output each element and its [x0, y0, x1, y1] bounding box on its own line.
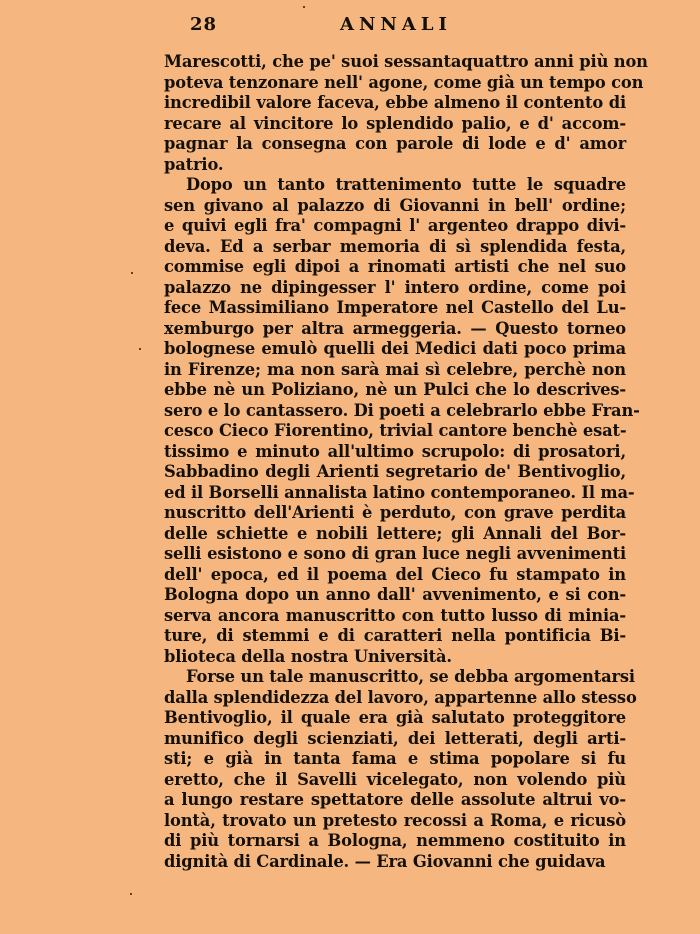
text-line: ed il Borselli annalista latino contemporaneo. Il ma- — [164, 482, 635, 502]
text-line: dell' epoca, ed il poema del Cieco fu stampato in — [164, 564, 626, 584]
paragraph — [164, 175, 640, 667]
text-line: tissimo e minuto all'ultimo scrupolo: di prosatori, — [164, 441, 626, 461]
text-line: patrio. — [164, 154, 224, 174]
text-line: Bologna dopo un anno dall' avvenimento, e si con- — [164, 585, 626, 604]
text-line: a lungo restare spettatore delle assolute altrui vo- — [164, 790, 626, 809]
text-line: in Firenze; ma non sarà mai sì celebre, perchè non — [164, 359, 626, 379]
scan-speck — [139, 348, 141, 350]
text-line: palazzo ne dipingesser l' intero ordine, come poi — [164, 277, 626, 297]
text-line: Dopo un tanto trattenimento tutte le squadre — [186, 175, 626, 194]
text-line: poteva tenzonare nell' agone, come già un tempo con — [164, 72, 644, 92]
text-line: recare al vincitore lo splendido palio, e d' accom- — [164, 113, 626, 133]
text-line: dalla splendidezza del lavoro, appartenne allo stesso — [164, 687, 637, 707]
text-line: selli esistono e sono di gran luce negli avvenimenti — [164, 544, 626, 563]
text-line: ture, di stemmi e di caratteri nella pontificia Bi- — [164, 626, 626, 645]
text-line: Sabbadino degli Arienti segretario de' Bentivoglio, — [164, 462, 626, 481]
text-line: cesco Cieco Fiorentino, trivial cantore benchè esat- — [164, 421, 627, 440]
text-line: sti; e già in tanta fama e stima popolare si fu — [164, 749, 626, 768]
text-line: e quivi egli fra' compagni l' argenteo drappo divi- — [164, 216, 626, 235]
text-line: serva ancora manuscritto con tutto lusso di minia- — [164, 605, 626, 625]
text-line: lontà, trovato un pretesto recossi a Roma, e ricusò — [164, 810, 626, 830]
paragraph — [164, 667, 637, 872]
scan-speck — [130, 893, 132, 895]
text-line: incredibil valore faceva, ebbe almeno il contento di — [164, 93, 626, 112]
page-number: 28 — [190, 14, 218, 35]
text-line: ebbe nè un Poliziano, nè un Pulci che lo descrives- — [164, 380, 626, 399]
text-line: sero e lo cantassero. Di poeti a celebrarlo ebbe Fran- — [164, 400, 640, 420]
text-line: deva. Ed a serbar memoria di sì splendida festa, — [164, 236, 626, 256]
text-line: dignità di Cardinale. — Era Giovanni che guidava — [164, 851, 606, 871]
running-title: ANNALI — [340, 14, 452, 35]
scan-speck — [303, 6, 305, 8]
page-header — [0, 14, 700, 42]
text-line: sen givano al palazzo di Giovanni in bell' ordine; — [164, 195, 626, 215]
scan-speck — [131, 272, 133, 274]
paragraph — [164, 52, 648, 175]
text-line: Marescotti, che pe' suoi sessantaquattro anni più non — [164, 52, 648, 71]
text-line: munifico degli scienziati, dei letterati, degli arti- — [164, 728, 626, 748]
text-line: xemburgo per altra armeggeria. — Questo torneo — [164, 318, 626, 338]
text-line: delle schiette e nobili lettere; gli Annali del Bor- — [164, 523, 626, 543]
text-line: di più tornarsi a Bologna, nemmeno costituito in — [164, 831, 626, 850]
text-line: eretto, che il Savelli vicelegato, non volendo più — [164, 769, 626, 789]
text-line: fece Massimiliano Imperatore nel Castello del Lu- — [164, 298, 626, 317]
body-text — [164, 52, 648, 872]
text-line: blioteca della nostra Università. — [164, 646, 452, 666]
text-line: bolognese emulò quelli dei Medici dati poco prima — [164, 339, 626, 358]
text-line: Bentivoglio, il quale era già salutato proteggitore — [164, 708, 626, 727]
text-line: nuscritto dell'Arienti è perduto, con grave perdita — [164, 503, 626, 522]
text-line: Forse un tale manuscritto, se debba argomentarsi — [186, 667, 635, 686]
text-line: commise egli dipoi a rinomati artisti che nel suo — [164, 257, 626, 276]
text-line: pagnar la consegna con parole di lode e d' amor — [164, 134, 626, 153]
